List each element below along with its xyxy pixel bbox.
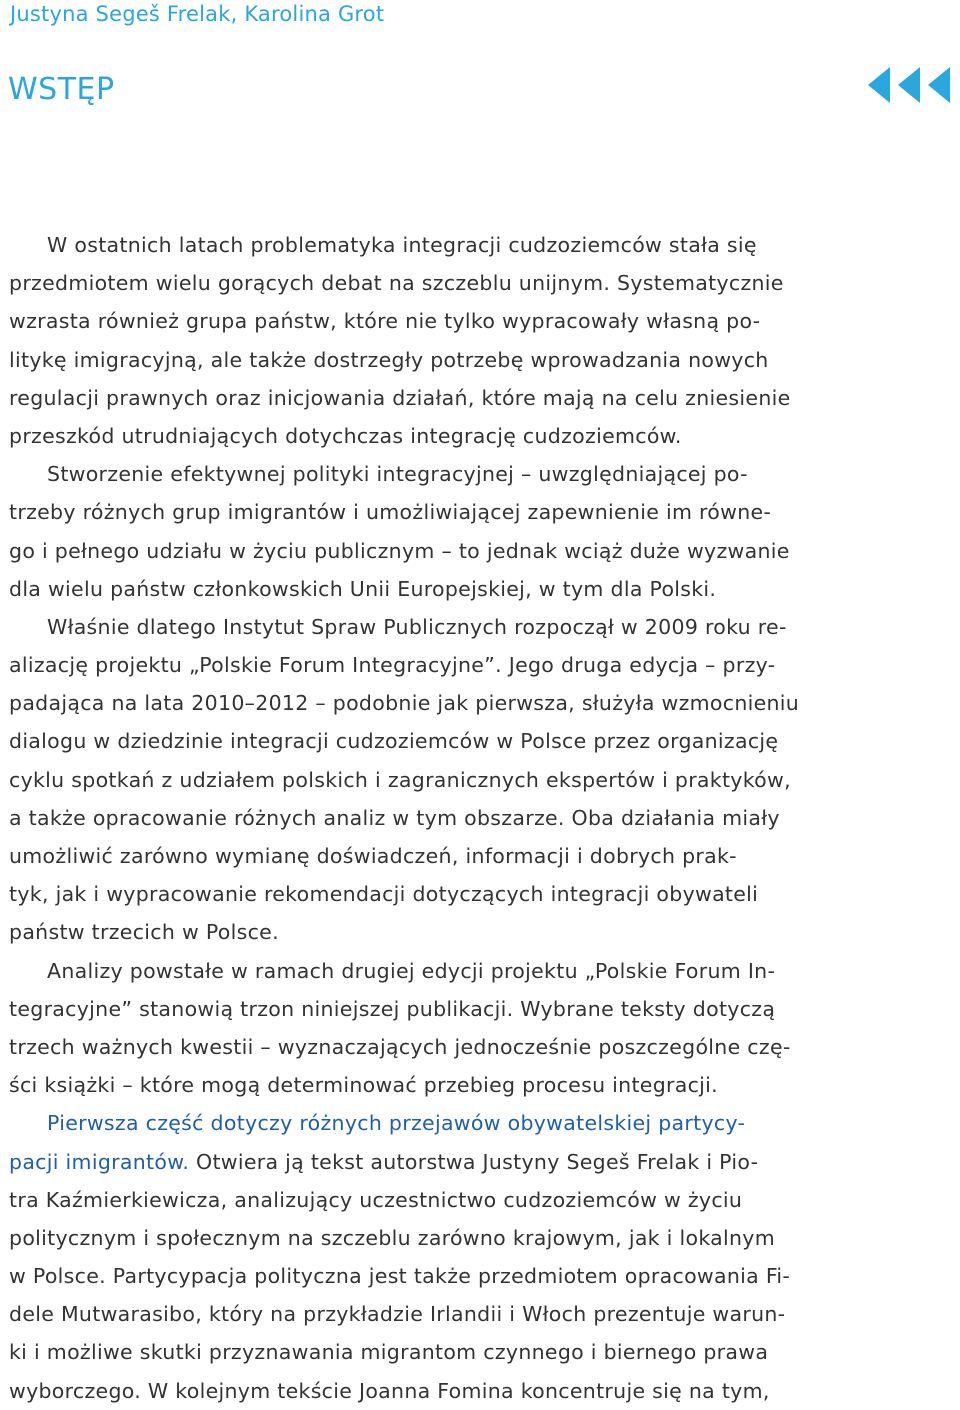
text-fragment: Otwiera ją tekst autorstwa Justyny Segeš Frelak i Pio- [189,1149,759,1174]
rewind-arrows-icon[interactable] [868,66,954,104]
text-line: dialogu w dziedzinie integracji cudzoziemców w Polsce przez organizację [9,729,779,754]
text-line: regulacji prawnych oraz inicjowania działań, które mają na celu zniesienie [9,385,791,410]
text-line: tegracyjne” stanowią trzon niniejszej publikacji. Wybrane teksty dotyczą [9,996,776,1021]
text-line: przedmiotem wielu gorących debat na szczeblu unijnym. Systematycznie [9,271,784,296]
emphasis-text: pacji imigrantów. [9,1149,190,1174]
arrow-left-2 [898,67,920,103]
text-line: alizację projektu „Polskie Forum Integracyjne”. Jego druga edycja – przy- [9,653,776,678]
text-line: litykę imigracyjną, ale także dostrzegły potrzebę wprowadzania nowych [9,347,769,372]
text-line: ki i możliwe skutki przyznawania migrantom czynnego i biernego prawa [9,1340,769,1365]
text-line: Właśnie dlatego Instytut Spraw Publicznych rozpoczął w 2009 roku re- [47,614,787,639]
body-text [9,226,809,1410]
text-line: Analizy powstałe w ramach drugiej edycji projektu „Polskie Forum In- [47,958,776,983]
emphasis-line: Pierwsza część dotyczy różnych przejawów obywatelskiej partycy- [47,1111,746,1136]
text-line: politycznym i społecznym na szczeblu zarówno krajowym, jak i lokalnym [9,1225,775,1250]
section-title: WSTĘP [8,72,115,107]
text-line: trzech ważnych kwestii – wyznaczających jednocześnie poszczególne czę- [9,1034,791,1059]
text-line: padająca na lata 2010–2012 – podobnie jak pierwsza, służyła wzmocnieniu [9,691,800,716]
text-line: wzrasta również grupa państw, które nie tylko wypracowały własną po- [9,309,761,334]
text-line: ści książki – które mogą determinować przebieg procesu integracji. [9,1073,718,1098]
text-line: państw trzecich w Polsce. [9,920,279,945]
text-line: w Polsce. Partycypacja polityczna jest także przedmiotem opracowania Fi- [9,1264,791,1289]
text-line: cyklu spotkań z udziałem polskich i zagranicznych ekspertów i praktyków, [9,767,791,792]
text-line: wyborczego. W kolejnym tekście Joanna Fomina koncentruje się na tym, [9,1378,770,1403]
text-line: przeszkód utrudniających dotychczas integrację cudzoziemców. [9,423,682,448]
text-line: tyk, jak i wypracowanie rekomendacji dotyczących integracji obywateli [9,882,759,907]
text-line: a także opracowanie różnych analiz w tym obszarze. Oba działania miały [9,805,780,830]
text-line: tra Kaźmierkiewicza, analizujący uczestnictwo cudzoziemców w życiu [9,1187,743,1212]
text-line: W ostatnich latach problematyka integracji cudzoziemców stała się [47,233,757,257]
arrow-left-3 [928,67,950,103]
text-line: dla wielu państw członkowskich Unii Europejskiej, w tym dla Polski. [9,576,717,601]
text-line: Stworzenie efektywnej polityki integracyjnej – uwzględniającej po- [47,462,748,487]
running-header-authors: Justyna Segeš Frelak, Karolina Grot [10,2,385,26]
text-line: go i pełnego udziału w życiu publicznym – to jednak wciąż duże wyzwanie [9,538,790,563]
text-line: trzeby różnych grup imigrantów i umożliwiającej zapewnienie im równe- [9,500,772,525]
arrow-left-1 [868,67,890,103]
text-line [9,1143,809,1181]
text-line: umożliwić zarówno wymianę doświadczeń, informacji i dobrych prak- [9,844,737,868]
text-line: dele Mutwarasibo, który na przykładzie Irlandii i Włoch prezentuje warun- [9,1302,786,1327]
